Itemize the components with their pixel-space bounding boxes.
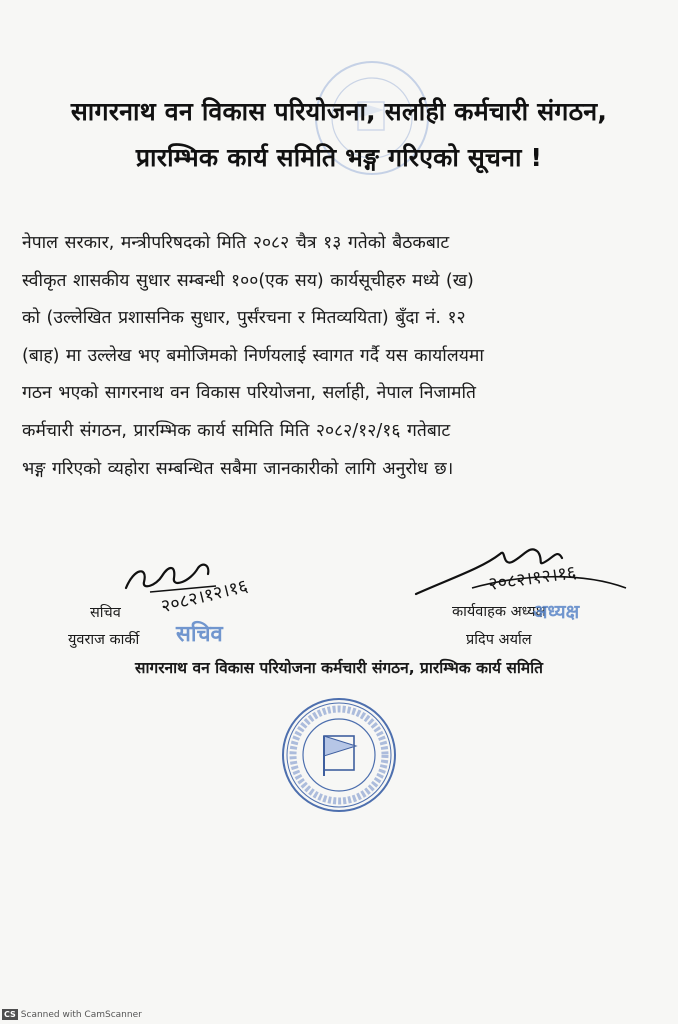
chairperson-name: प्रदिप अर्याल [466,632,532,648]
secretary-stamp: सचिव [176,622,223,647]
chairperson-role: कार्यवाहक अध्यक्ष [452,604,546,620]
secretary-signature-date: २०८२।१२।१६ [158,575,250,618]
body-line: (बाह) मा उल्लेख भए बमोजिमको निर्णयलाई स्वागत गर्दै यस कार्यालयमा [22,345,484,366]
scanner-watermark [2,1009,142,1020]
camscanner-logo: CS [4,1010,16,1019]
chairperson-stamp: अध्यक्ष [533,601,580,623]
notice-heading-line-2: प्रारम्भिक कार्य समिति भङ्ग गरिएको सूचना ! [135,143,543,172]
organization-seal-icon [280,696,398,814]
notice-body [22,225,658,488]
body-line: स्वीकृत शासकीय सुधार सम्बन्धी १००(एक सय) कार्यसूचीहरु मध्ये (ख) [22,270,474,291]
body-line: कर्मचारी संगठन, प्रारम्भिक कार्य समिति मिति २०८२/१२/१६ गतेबाट [22,420,451,441]
notice-heading-line-1: सागरनाथ वन विकास परियोजना, सर्लाही कर्मचारी संगठन, [70,97,608,126]
body-line: नेपाल सरकार, मन्त्रीपरिषदको मिति २०८२ चैत्र १३ गतेको बैठकबाट [22,233,450,253]
chairperson-signature-date: २०८२।१२।१६ [487,561,578,596]
secretary-name: युवराज कार्की [68,632,140,648]
organization-line: सागरनाथ वन विकास परियोजना कर्मचारी संगठन, प्रारम्भिक कार्य समिति [134,659,544,677]
body-line: को (उल्लेखित प्रशासनिक सुधार, पुर्संरचना र मितव्ययिता) बुँदा नं. १२ [22,308,466,329]
body-line: गठन भएको सागरनाथ वन विकास परियोजना, सर्लाही, नेपाल निजामति [22,383,476,404]
secretary-role: सचिव [90,605,121,621]
scanner-text: Scanned with CamScanner [20,1009,142,1020]
body-line: भङ्ग गरिएको व्यहोरा सम्बन्धित सबैमा जानकारीको लागि अनुरोध छ। [22,458,454,479]
